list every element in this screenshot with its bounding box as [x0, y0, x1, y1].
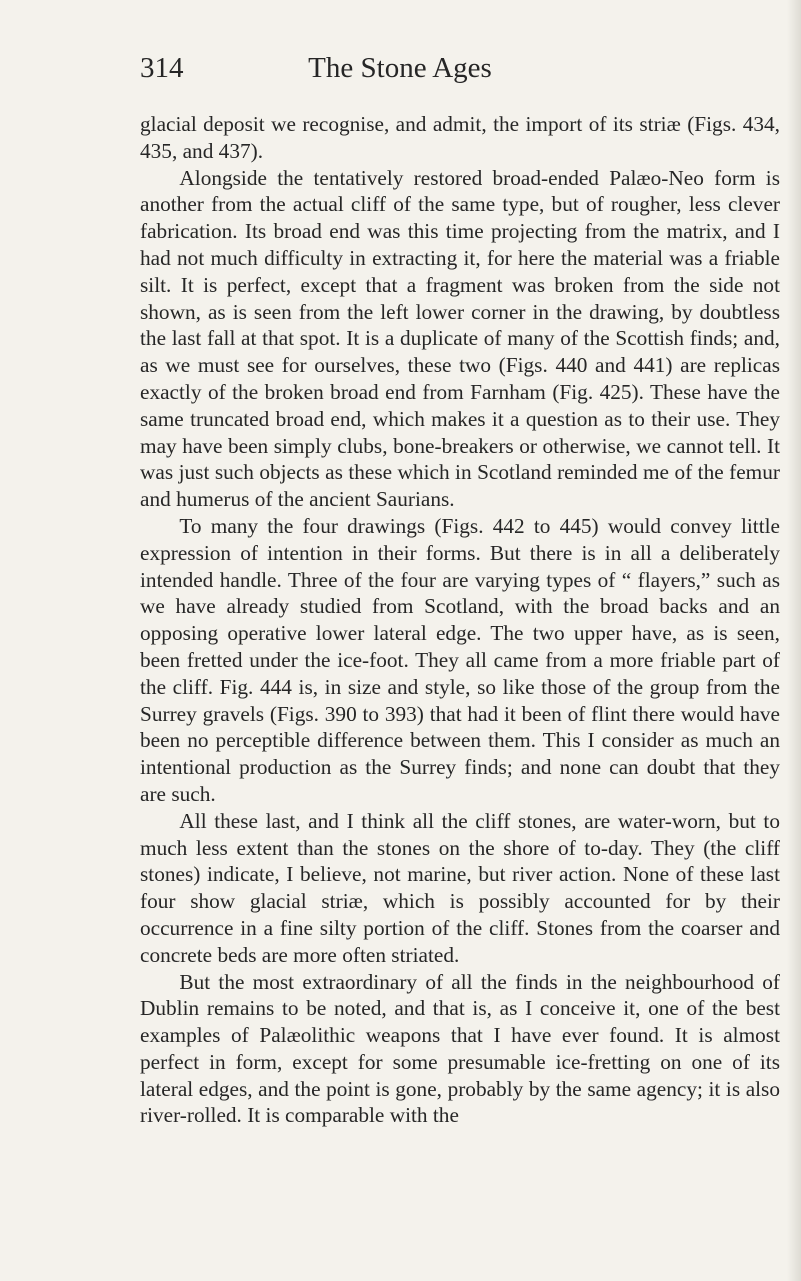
paragraph-continued: glacial deposit we recognise, and admit, the import of its striæ (Figs. 434, 435, and 437). [140, 112, 780, 163]
paragraph: To many the four drawings (Figs. 442 to 445) would convey little expression of intention in their forms. But there is in all a deliberately intended handle. Three of the four are varying types of “ flayers,” such as we have already studied from Scotland, with the broad backs and an opposing operative lower lateral edge. The two upper have, as is seen, been fretted under the ice-foot. They all came from a more friable part of the cliff. Fig. 444 is, in size and style, so like those of the group from the Surrey gravels (Figs. 390 to 393) that had it been of flint there would have been no perceptible difference between them. This I consider as much an intentional production as the Surrey finds; and none can doubt that they are such. [140, 513, 780, 806]
page-header [140, 50, 660, 90]
paragraph: All these last, and I think all the cliff stones, are water-worn, but to much less extent than the stones on the shore of to-day. They (the cliff stones) indicate, I believe, not marine, but river action. None of these last four show glacial striæ, which is possibly accounted for by their occurrence in a fine silty portion of the cliff. Stones from the coarser and concrete beds are more often striated. [140, 808, 780, 967]
page-edge-shadow [787, 0, 801, 1281]
paragraph: Alongside the tentatively restored broad-ended Palæo-Neo form is another from the actual cliff of the same type, but of rougher, less clever fabrication. Its broad end was this time projecting from the matrix, and I had not much difficulty in extracting it, for here the material was a friable silt. It is perfect, except that a fragment was broken from the side not shown, as is seen from the left lower corner in the drawing, by doubtless the last fall at that spot. It is a duplicate of many of the Scottish finds; and, as we must see for ourselves, these two (Figs. 440 and 441) are replicas exactly of the broken broad end from Farnham (Fig. 425). These have the same truncated broad end, which makes it a question as to their use. They may have been simply clubs, bone-breakers or otherwise, we cannot tell. It was just such objects as these which in Scotland reminded me of the femur and humerus of the ancient Saurians. [140, 165, 780, 512]
paragraph: But the most extraordinary of all the finds in the neighbourhood of Dublin remains to be noted, and that is, as I conceive it, one of the best examples of Palæolithic weapons that I have ever found. It is almost perfect in form, except for some presumable ice-fretting on one of its lateral edges, and the point is gone, probably by the same agency; it is also river-rolled. It is comparable with the [140, 969, 780, 1128]
running-title: The Stone Ages [308, 52, 492, 84]
page-number: 314 [140, 52, 184, 84]
body-text [140, 111, 780, 1129]
